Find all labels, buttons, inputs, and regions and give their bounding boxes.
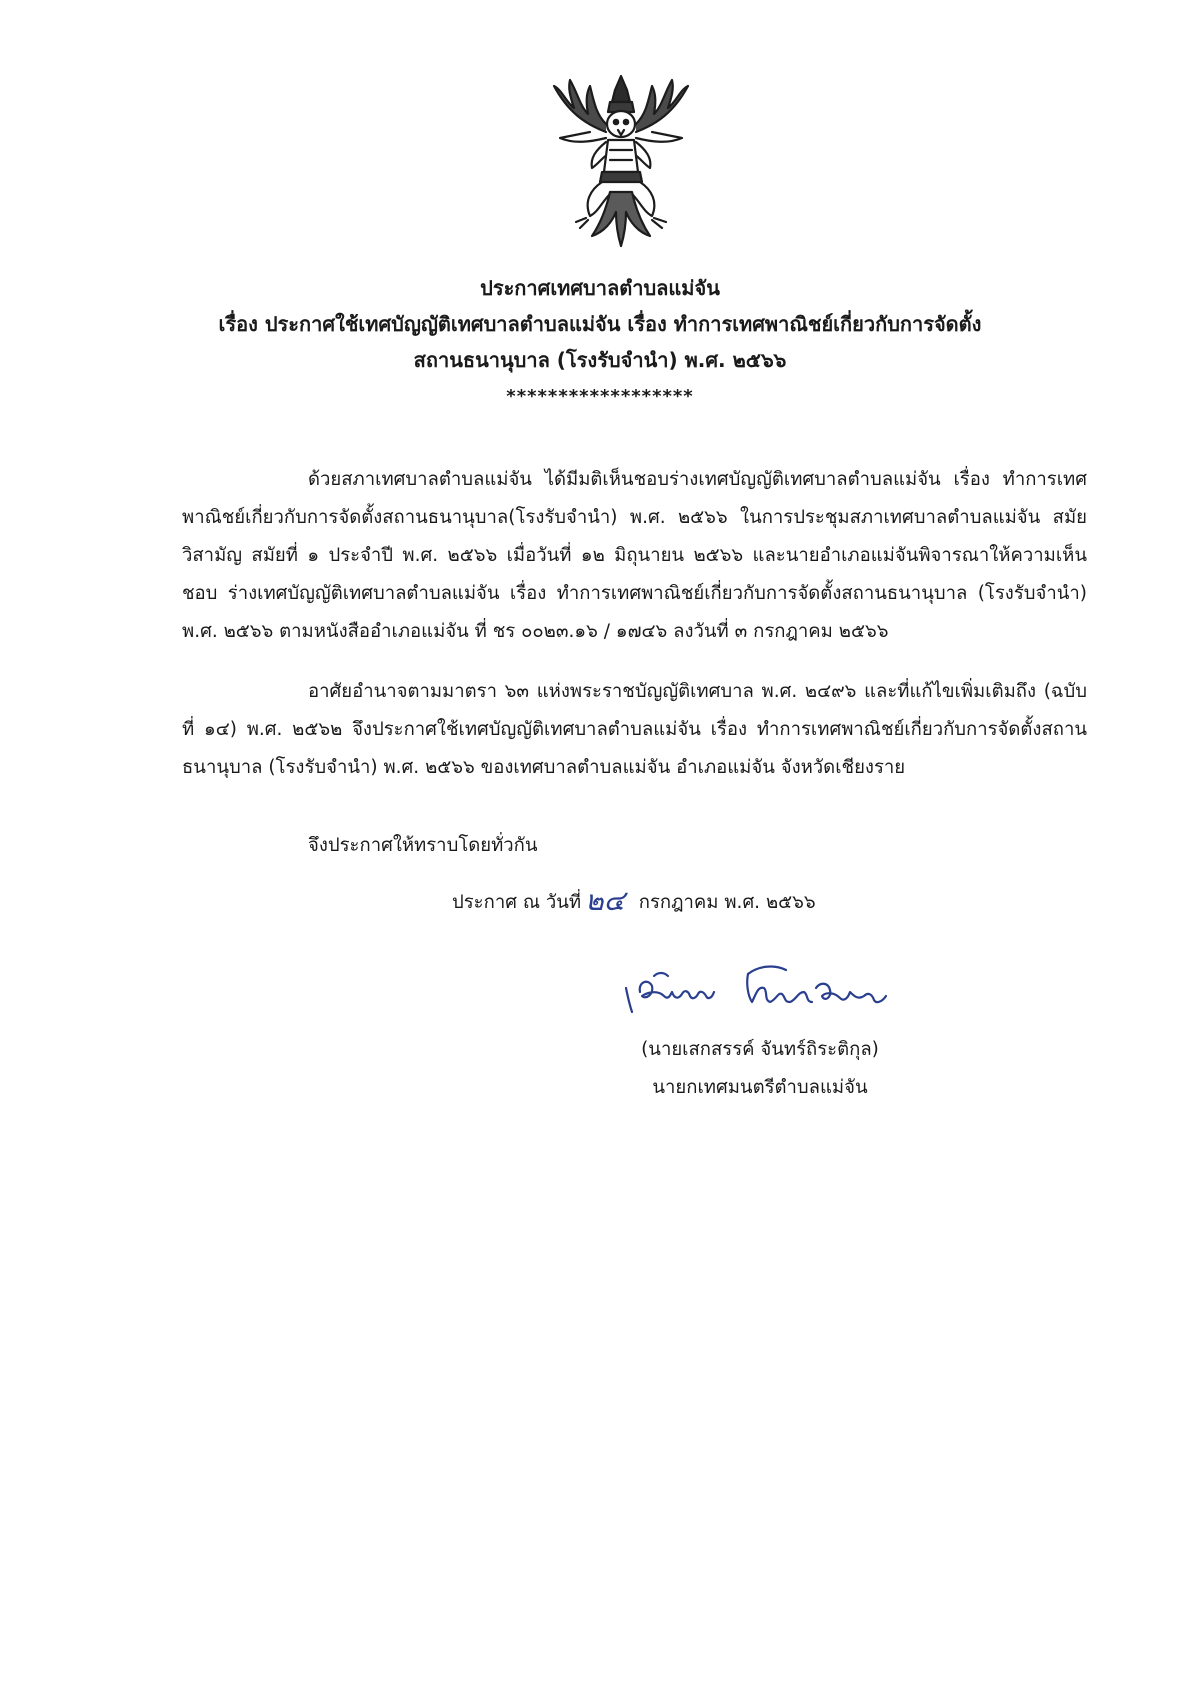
closing-line: จึงประกาศให้ทราบโดยทั่วกัน bbox=[308, 835, 538, 856]
paragraph-1-text: ด้วยสภาเทศบาลตำบลแม่จัน ได้มีมติเห็นชอบร่างเทศบัญญัติเทศบาลตำบลแม่จัน เรื่อง ทำการเทศพาณิชย์เกี่ยวกับการจัดตั้งสถานธนานุบาล(โรงรับจำนำ) พ.ศ. ๒๕๖๖ ในการประชุมสภาเทศบาลตำบลแม่จัน สมัยวิสามัญ สมัยที่ ๑ ประจำปี พ.ศ. ๒๕๖๖ เมื่อวันที่ ๑๒ มิถุนายน ๒๕๖๖ และนายอำเภอแม่จันพิจารณาให้ความเห็นชอบ ร่างเทศบัญญัติเทศบาลตำบลแม่จัน เรื่อง ทำการเทศพาณิชย์เกี่ยวกับการจัดตั้งสถานธนานุบาล (โรงรับจำนำ) พ.ศ. ๒๕๖๖ ตามหนังสืออำเภอแม่จัน ที่ ชร ๐๐๒๓.๑๖ / ๑๗๔๖ ลงวันที่ ๓ กรกฎาคม ๒๕๖๖ bbox=[182, 469, 1087, 642]
garuda-emblem-icon bbox=[540, 72, 702, 250]
subject-line-2: สถานธนานุบาล (โรงรับจำนำ) พ.ศ. ๒๕๖๖ bbox=[413, 348, 787, 372]
subject-line-1: เรื่อง ประกาศใช้เทศบัญญัติเทศบาลตำบลแม่จัน เรื่อง ทำการเทศพาณิชย์เกี่ยวกับการจัดตั้ง bbox=[218, 312, 982, 336]
announcement-date bbox=[452, 879, 816, 925]
date-prefix: ประกาศ ณ วันที่ bbox=[452, 892, 582, 913]
star-divider: ****************** bbox=[506, 386, 694, 407]
paragraph-2-text: อาศัยอำนาจตามมาตรา ๖๓ แห่งพระราชบัญญัติเทศบาล พ.ศ. ๒๔๙๖ และที่แก้ไขเพิ่มเติมถึง (ฉบับที่ ๑๔) พ.ศ. ๒๕๖๒ จึงประกาศใช้เทศบัญญัติเทศบาลตำบลแม่จัน เรื่อง ทำการเทศพาณิชย์เกี่ยวกับการจัดตั้งสถานธนานุบาล (โรงรับจำนำ) พ.ศ. ๒๕๖๖ ของเทศบาลตำบลแม่จัน อำเภอแม่จัน จังหวัดเชียงราย bbox=[182, 681, 1087, 778]
signer-name: (นายเสกสรรค์ จันทร์ถิระติกุล) bbox=[641, 1039, 879, 1060]
body-paragraph-1 bbox=[182, 461, 1087, 651]
handwritten-day: ๒๔ bbox=[585, 884, 625, 917]
handwritten-signature bbox=[618, 952, 918, 1018]
body-paragraph-2 bbox=[182, 673, 1087, 787]
announcement-title: ประกาศเทศบาลตำบลแม่จัน bbox=[480, 276, 720, 300]
signer-position: นายกเทศมนตรีตำบลแม่จัน bbox=[652, 1077, 868, 1098]
date-suffix: กรกฎาคม พ.ศ. ๒๕๖๖ bbox=[638, 892, 816, 913]
